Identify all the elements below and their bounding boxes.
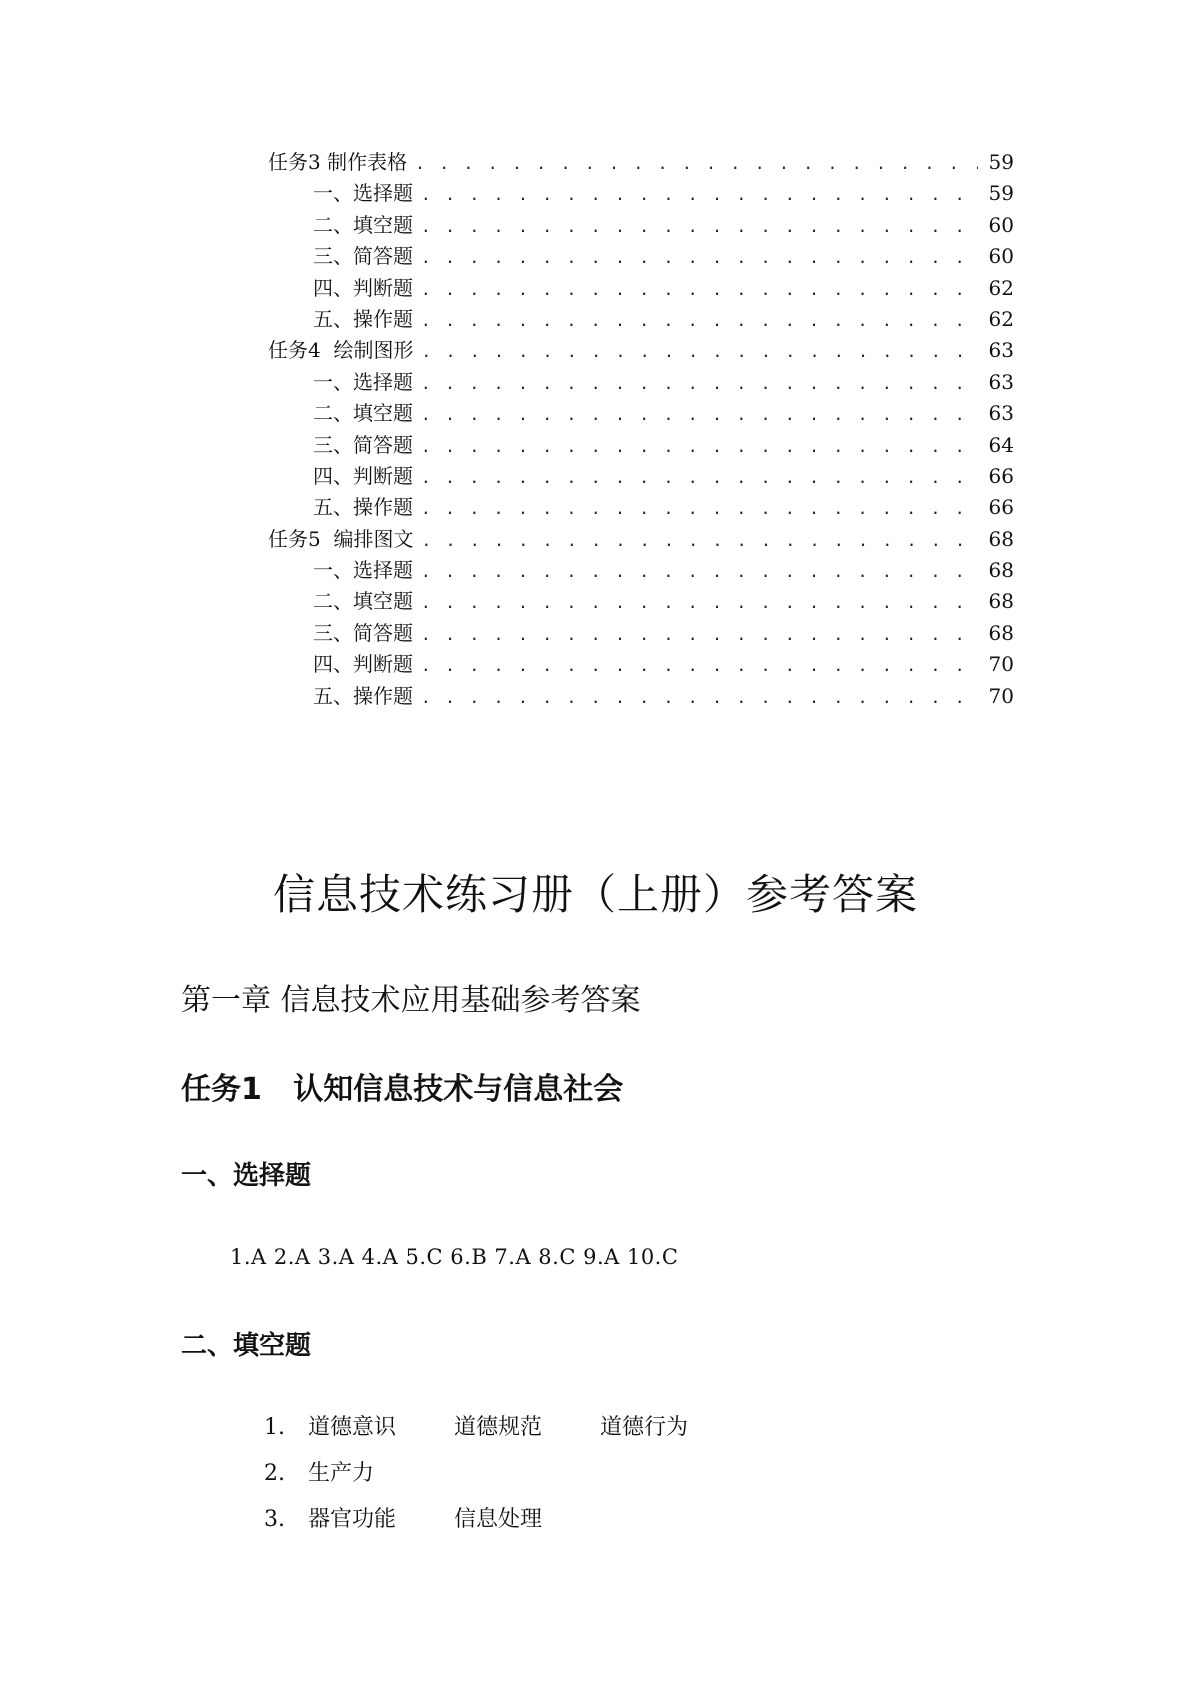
toc-dot-leader [421, 217, 978, 236]
toc-entry-page: 68 [988, 558, 1014, 583]
toc-entry-page: 59 [988, 150, 1014, 174]
toc-entry-label: 一、选择题 [313, 369, 413, 394]
fill-answer-item [264, 1502, 746, 1548]
toc-entry-label: 二、填空题 [313, 589, 413, 614]
toc-entry[interactable] [268, 240, 1014, 271]
toc-entry-page: 62 [988, 306, 1014, 331]
toc-entry-label: 一、选择题 [313, 558, 413, 583]
toc-entry-label: 五、操作题 [313, 306, 413, 331]
toc-entry-page: 62 [988, 275, 1014, 300]
toc-entry-page: 63 [988, 369, 1014, 394]
fill-answer-number: 3. [264, 1507, 285, 1532]
toc-entry-page: 68 [988, 620, 1014, 645]
toc-dot-leader [421, 531, 978, 550]
toc-entry-page: 63 [988, 338, 1014, 363]
toc-entry[interactable] [268, 585, 1014, 616]
fill-answer-number: 2. [264, 1461, 285, 1486]
toc-entry[interactable] [268, 366, 1014, 397]
toc-entry-page: 68 [988, 589, 1014, 614]
toc-dot-leader [421, 688, 978, 707]
fill-answer-text: 道德行为 [600, 1415, 689, 1440]
toc-dot-leader [421, 248, 978, 267]
toc-entry-label: 三、简答题 [313, 244, 413, 269]
toc-dot-leader [421, 374, 978, 393]
toc-entry[interactable] [268, 146, 1014, 177]
toc-entry-label: 二、填空题 [313, 212, 413, 237]
toc-entry-label: 四、判断题 [313, 463, 413, 488]
toc-entry-label: 二、填空题 [313, 401, 413, 426]
toc-entry-label: 任务5 编排图文 [268, 526, 414, 551]
toc-dot-leader [421, 593, 978, 612]
toc-entry-label: 四、判断题 [313, 652, 413, 677]
toc-dot-leader [421, 280, 978, 299]
toc-dot-leader [421, 405, 978, 424]
toc-entry-label: 一、选择题 [313, 181, 413, 206]
document-title: 信息技术练习册（上册）参考答案 [272, 870, 918, 919]
toc-entry[interactable] [268, 334, 1014, 365]
fill-answers-list [264, 1410, 746, 1548]
toc-dot-leader [421, 625, 978, 644]
toc-dot-leader [421, 185, 978, 204]
section-heading-choice: 一、选择题 [181, 1161, 312, 1191]
fill-answer-item [264, 1410, 746, 1456]
toc-entry-label: 任务4 绘制图形 [268, 338, 414, 363]
toc-entry[interactable] [268, 554, 1014, 585]
toc-entry-page: 66 [988, 495, 1014, 520]
toc-entry-page: 68 [988, 526, 1014, 551]
table-of-contents [268, 146, 1014, 711]
toc-entry-page: 60 [988, 244, 1014, 269]
toc-entry[interactable] [268, 397, 1014, 428]
toc-entry[interactable] [268, 648, 1014, 679]
toc-entry-page: 59 [988, 181, 1014, 206]
toc-entry[interactable] [268, 617, 1014, 648]
toc-entry-label: 任务3 制作表格 [268, 150, 408, 174]
toc-entry[interactable] [268, 680, 1014, 711]
section-heading-fill: 二、填空题 [181, 1331, 312, 1361]
toc-entry[interactable] [268, 272, 1014, 303]
toc-dot-leader [421, 437, 978, 456]
toc-entry-page: 66 [988, 463, 1014, 488]
fill-answer-text: 道德规范 [454, 1415, 543, 1440]
toc-dot-leader [421, 342, 978, 361]
choice-answers: 1.A 2.A 3.A 4.A 5.C 6.B 7.A 8.C 9.A 10.C [230, 1245, 679, 1269]
toc-entry-page: 70 [988, 683, 1014, 708]
toc-entry[interactable] [268, 303, 1014, 334]
toc-entry-label: 五、操作题 [313, 683, 413, 708]
toc-entry-label: 三、简答题 [313, 432, 413, 457]
toc-entry[interactable] [268, 177, 1014, 208]
toc-dot-leader [421, 562, 978, 581]
toc-dot-leader [421, 311, 978, 330]
fill-answer-text: 器官功能 [308, 1507, 397, 1532]
toc-dot-leader [421, 656, 978, 675]
toc-entry[interactable] [268, 491, 1014, 522]
task-heading: 任务1 认知信息技术与信息社会 [181, 1072, 624, 1107]
fill-answer-item [264, 1456, 746, 1502]
toc-dot-leader [415, 154, 978, 173]
toc-dot-leader [421, 499, 978, 518]
fill-answer-text: 生产力 [308, 1461, 375, 1486]
fill-answer-number: 1. [264, 1415, 285, 1440]
toc-entry-page: 63 [988, 401, 1014, 426]
toc-entry[interactable] [268, 429, 1014, 460]
toc-entry-label: 五、操作题 [313, 495, 413, 520]
toc-entry-page: 64 [988, 432, 1014, 457]
toc-entry-page: 60 [988, 212, 1014, 237]
toc-entry-label: 四、判断题 [313, 275, 413, 300]
chapter-heading: 第一章 信息技术应用基础参考答案 [181, 983, 641, 1018]
toc-entry[interactable] [268, 460, 1014, 491]
toc-entry-page: 70 [988, 652, 1014, 677]
fill-answer-text: 道德意识 [308, 1415, 397, 1440]
toc-entry[interactable] [268, 523, 1014, 554]
fill-answer-text: 信息处理 [454, 1507, 543, 1532]
toc-entry-label: 三、简答题 [313, 620, 413, 645]
toc-dot-leader [421, 468, 978, 487]
toc-entry[interactable] [268, 209, 1014, 240]
